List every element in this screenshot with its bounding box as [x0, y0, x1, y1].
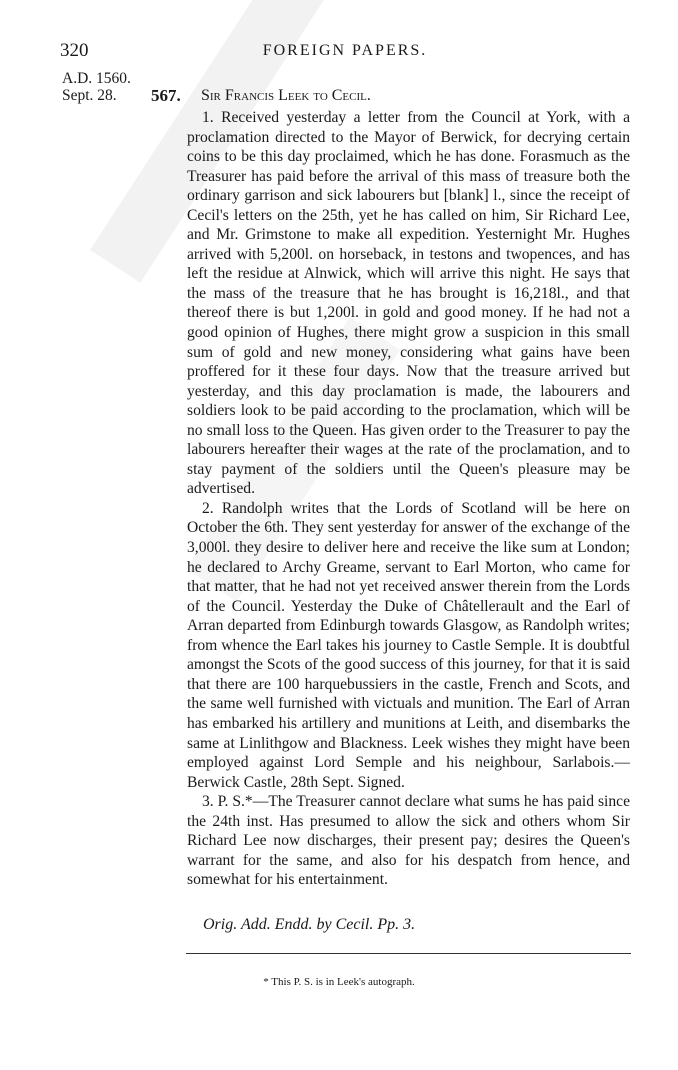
side-date	[62, 70, 131, 104]
page-number: 320	[60, 40, 89, 61]
side-year: A.D. 1560.	[62, 70, 131, 87]
side-day: Sept. 28.	[62, 87, 117, 104]
paragraph-1: 1. Received yesterday a letter from the Council at York, with a proclamation directed to the Mayor of Berwick, for decrying certain coins to be this day proclaimed, which he has done. Forasmuch as the Treasurer has paid before the arrival of this mass of treasure both the ordinary garrison and sick labourers but [blank] l., since the receipt of Cecil's letters on the 25th, yet he has called on him, Sir Richard Lee, and Mr. Grimstone to make all expedition. Yesternight Mr. Hughes arrived with 5,200l. on horseback, in testons and twopences, and has left the residue at Alnwick, which will arrive this night. He says that the mass of the treasure that he has brought is 16,218l., and that thereof there is but 1,200l. in gold and good money. If he had not a good opinion of Hughes, there might grow a suspicion in this small sum of gold and new money, considering what gains have been proffered for it these four days. Now that the treasure arrived but yesterday, and this day proclamation is made, the labourers and soldiers look to be paid according to the proclamation, which will be no small loss to the Queen. Has given order to the Treasurer to pay the labourers hereafter their wages at the rate of the proclamation, and to stay payment of the soldiers until the Queen's pleasure may be advertised.	[187, 109, 630, 498]
footnote-divider	[186, 953, 631, 954]
entry-number: 567.	[151, 86, 181, 105]
paragraph-2: 2. Randolph writes that the Lords of Scotland will be here on October the 6th. They sent yesterday for answer of the exchange of the 3,000l. they desire to deliver here and receive the like sum at London; he declared to Archy Greame, servant to Earl Morton, who came for that matter, that he had not yet received answer therein from the Lords of the Council. Yesterday the Duke of Châtellerault and the Earl of Arran departed from Edinburgh towards Glasgow, as Randolph writes; from whence the Earl takes his journey to Castle Semple. It is doubtful amongst the Scots of the good success of this journey, for that it is said that there are 100 harquebussiers in the castle, French and Scots, and the same well furnished with victuals and munition. The Earl of Arran has embarked his artillery and munitions at Leith, and disembarks the same at Linlithgow and Blackness. Leek wishes they might have been employed against Lord Semple and his neighbour, Sarlabois.—Berwick Castle, 28th Sept. Signed.	[187, 499, 630, 791]
body-text	[187, 108, 630, 890]
paragraph-3: 3. P. S.*—The Treasurer cannot declare what sums he has paid since the 24th inst. Has presumed to allow the sick and others whom Sir Richard Lee now discharges, their present pay; desires the Queen's warrant for the same, and also for his despatch from hence, and somewhat for his entertainment.	[187, 793, 630, 889]
running-head: FOREIGN PAPERS.	[262, 42, 428, 59]
page-header	[60, 40, 630, 66]
footnote: * This P. S. is in Leek's autograph.	[263, 976, 415, 988]
entry-title: Sir Francis Leek to Cecil.	[201, 87, 371, 104]
endorsement: Orig. Add. Endd. by Cecil. Pp. 3.	[203, 916, 416, 933]
